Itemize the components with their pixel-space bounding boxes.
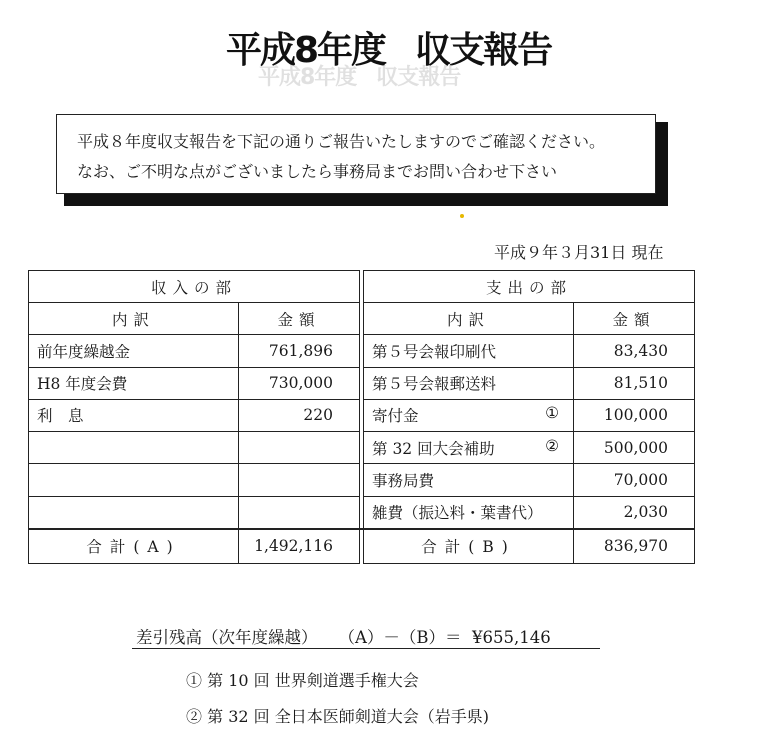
- balance-formula: （A）－（B）＝: [338, 628, 462, 647]
- expense-total: 836,970: [574, 529, 695, 564]
- expense-item: 寄付金 ①: [364, 399, 574, 431]
- table-row: [29, 432, 695, 464]
- balance-amount: ¥655,146: [472, 628, 551, 647]
- income-item-empty: [29, 464, 239, 496]
- notice-box: [56, 114, 656, 194]
- table-row: [29, 335, 695, 367]
- balance-line: [136, 624, 551, 648]
- expense-item: 第５号会報印刷代: [364, 335, 574, 367]
- expense-col-item: 内訳: [364, 303, 574, 335]
- expense-amount: 70,000: [574, 464, 695, 496]
- income-amount: 730,000: [239, 367, 360, 399]
- table-row: [29, 399, 695, 431]
- table-row: [29, 496, 695, 529]
- income-col-item: 内訳: [29, 303, 239, 335]
- footnote-marker: ②: [186, 707, 203, 726]
- expense-item: 第 32 回大会補助 ②: [364, 432, 574, 464]
- income-item: 前年度繰越金: [29, 335, 239, 367]
- expense-amount: 83,430: [574, 335, 695, 367]
- note-marker: ②: [545, 436, 560, 455]
- footnote-text: 第 32 回 全日本医師剣道大会（岩手県): [207, 707, 489, 726]
- expense-total-label: 合計(B): [364, 529, 574, 564]
- expense-col-amount: 金額: [574, 303, 695, 335]
- notice-line-1: 平成８年度収支報告を下記の通りご報告いたしますのでご確認ください。: [77, 132, 606, 151]
- balance-underline: [132, 648, 600, 649]
- expense-amount: 81,510: [574, 367, 695, 399]
- footnote: [186, 704, 489, 727]
- title-bleed-through: 平成8年度 収支報告: [258, 65, 461, 90]
- income-item-empty: [29, 432, 239, 464]
- income-item-empty: [29, 496, 239, 529]
- income-amount-empty: [239, 432, 360, 464]
- income-amount: 220: [239, 399, 360, 431]
- total-row: [29, 529, 695, 564]
- expense-amount: 500,000: [574, 432, 695, 464]
- expense-item: 雑費（振込料・葉書代）: [364, 496, 574, 529]
- income-section-title: 収入の部: [29, 271, 360, 303]
- report-date: 平成９年３月31日 現在: [494, 243, 664, 262]
- footnote: [186, 668, 419, 691]
- stray-dot: [460, 214, 464, 218]
- income-amount-empty: [239, 464, 360, 496]
- balance-label: 差引残高（次年度繰越）: [136, 628, 318, 647]
- table-row: [29, 464, 695, 496]
- section-header-row: [29, 271, 695, 303]
- ledger-table: [28, 270, 695, 564]
- income-item: 利 息: [29, 399, 239, 431]
- footnote-marker: ①: [186, 671, 203, 690]
- income-amount-empty: [239, 496, 360, 529]
- footnote-text: 第 10 回 世界剣道選手権大会: [207, 671, 419, 690]
- income-col-amount: 金額: [239, 303, 360, 335]
- income-total-label: 合計(A): [29, 529, 239, 564]
- note-marker: ①: [545, 404, 560, 423]
- expense-item: 事務局費: [364, 464, 574, 496]
- title-year: 平成8年度: [226, 30, 386, 71]
- income-total: 1,492,116: [239, 529, 360, 564]
- table-row: [29, 367, 695, 399]
- notice-line-2: なお、ご不明な点がございましたら事務局までお問い合わせ下さい: [77, 162, 558, 181]
- income-amount: 761,896: [239, 335, 360, 367]
- expense-amount: 2,030: [574, 496, 695, 529]
- income-item: H8 年度会費: [29, 367, 239, 399]
- expense-section-title: 支出の部: [364, 271, 695, 303]
- expense-amount: 100,000: [574, 399, 695, 431]
- column-header-row: [29, 303, 695, 335]
- expense-item: 第５号会報郵送料: [364, 367, 574, 399]
- title-subject: 収支報告: [415, 30, 552, 71]
